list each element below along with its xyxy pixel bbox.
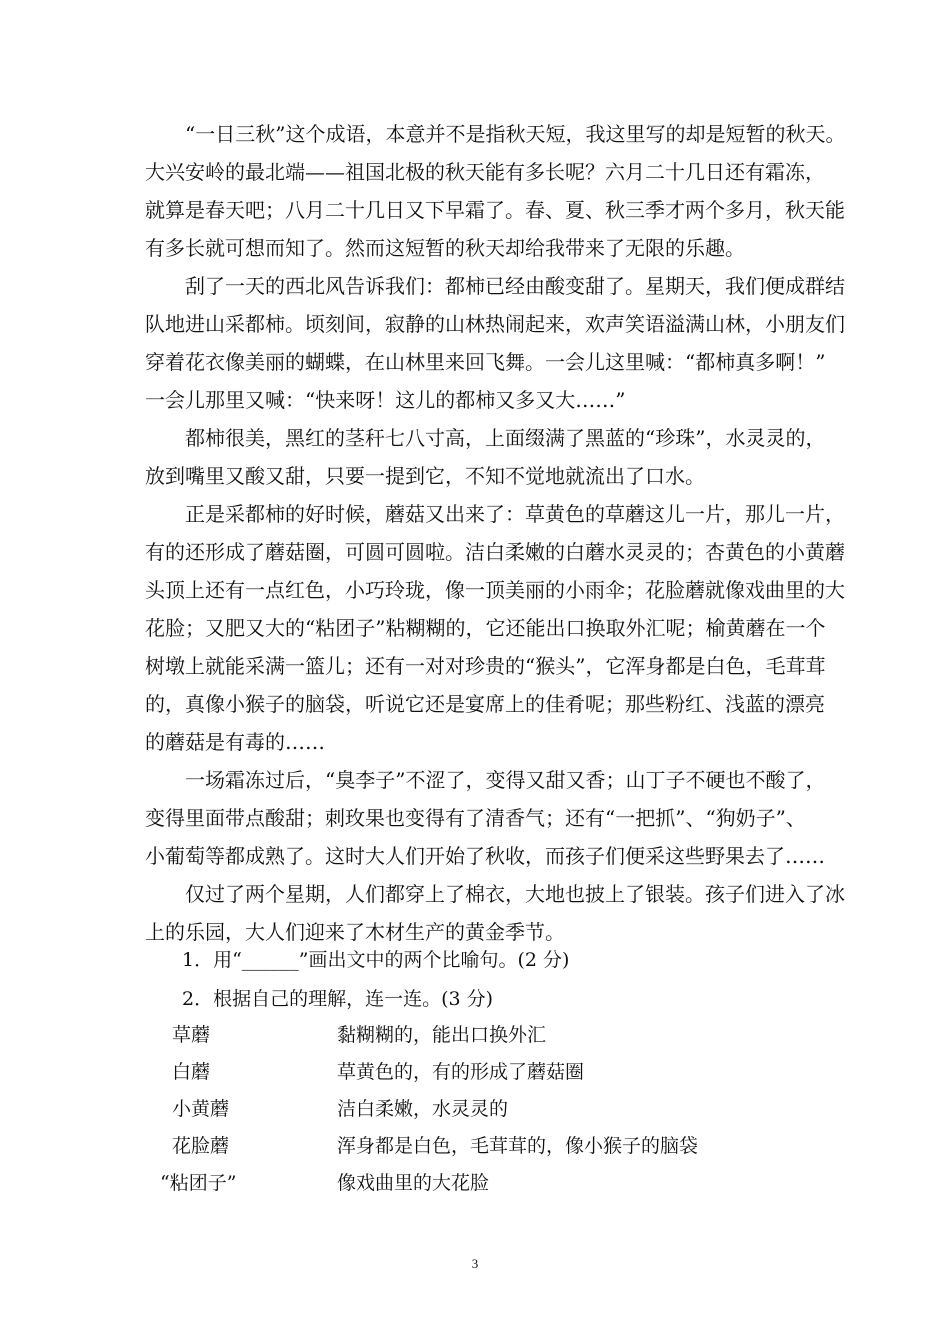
paragraph-line: 一场霜冻过后，“臭李子”不涩了，变得又甜又香；山丁子不硬也不酸了，	[145, 768, 826, 792]
matching-left-item: 小黄蘑	[172, 1098, 230, 1120]
matching-right-item: 浑身都是白色，毛茸茸的，像小猴子的脑袋	[337, 1135, 699, 1157]
paragraph-6	[145, 875, 845, 951]
paragraph-line: 的，真像小猴子的脑袋，听说它还是宴席上的佳肴呢；那些粉红、浅蓝的漂亮	[145, 692, 825, 716]
paragraph-line: 变得里面带点酸甜；刺玫果也变得有了清香气；还有“一把抓”、“狗奶子”、	[145, 806, 806, 830]
matching-left-item: 花脸蘑	[172, 1135, 230, 1157]
paragraph-line: 花脸；又肥又大的“粘团子”粘糊糊的，它还能出口换取外汇呢；榆黄蘑在一个	[145, 616, 826, 640]
matching-row	[172, 1057, 812, 1087]
question-2: 2．根据自己的理解，连一连。(3 分)	[182, 988, 494, 1010]
matching-right-item: 草黄色的，有的形成了蘑菇圈	[337, 1061, 585, 1083]
matching-left-item: “粘团子”	[160, 1172, 237, 1194]
paragraph-line: 就算是春天吧；八月二十几日又下早霜了。春、夏、秋三季才两个多月，秋天能	[145, 198, 845, 222]
question-1: 1．用“______”画出文中的两个比喻句。(2 分)	[182, 949, 570, 971]
paragraph-line: 有多长就可想而知了。然而这短暂的秋天却给我带来了无限的乐趣。	[145, 236, 745, 260]
paragraph-line: 都柿很美，黑红的茎秆七八寸高，上面缀满了黑蓝的“珍珠”，水灵灵的，	[145, 426, 826, 450]
matching-row	[160, 1168, 812, 1198]
paragraph-line: 穿着花衣像美丽的蝴蝶，在山林里来回飞舞。一会儿这里喊：“都柿真多啊！”	[145, 350, 826, 374]
paragraph-4	[145, 495, 845, 761]
paragraph-line: 大兴安岭的最北端——祖国北极的秋天能有多长呢？六月二十几日还有霜冻，	[145, 160, 825, 184]
paragraph-line: 放到嘴里又酸又甜，只要一提到它，不知不觉地就流出了口水。	[145, 464, 705, 488]
matching-left-item: 草蘑	[172, 1024, 211, 1046]
paragraph-line: 一会儿那里又喊：“快来呀！这儿的都柿又多又大……”	[145, 388, 626, 412]
paragraph-line: 仅过了两个星期，人们都穿上了棉衣，大地也披上了银装。孩子们进入了冰	[145, 882, 845, 906]
paragraph-line: 队地进山采都柿。顷刻间，寂静的山林热闹起来，欢声笑语溢满山林，小朋友们	[145, 312, 845, 336]
matching-right-item: 黏糊糊的，能出口换外汇	[337, 1024, 547, 1046]
paragraph-line: 小葡萄等都成熟了。这时大人们开始了秋收，而孩子们便采这些野果去了……	[145, 844, 825, 868]
matching-right-item: 洁白柔嫩，水灵灵的	[337, 1098, 509, 1120]
page-number: 3	[471, 1256, 479, 1271]
paragraph-line: “一日三秋”这个成语，本意并不是指秋天短，我这里写的却是短暂的秋天。	[145, 122, 846, 146]
paragraph-3	[145, 419, 826, 495]
matching-left-item: 白蘑	[172, 1061, 211, 1083]
paragraph-2	[145, 267, 845, 419]
paragraph-line: 正是采都柿的好时候，蘑菇又出来了：草黄色的草蘑这儿一片，那儿一片，	[145, 502, 845, 526]
matching-right-item: 像戏曲里的大花脸	[337, 1172, 490, 1194]
paragraph-line: 的蘑菇是有毒的……	[145, 730, 325, 754]
matching-row	[172, 1020, 812, 1050]
matching-row	[172, 1131, 812, 1161]
paragraph-line: 刮了一天的西北风告诉我们：都柿已经由酸变甜了。星期天，我们便成群结	[145, 274, 845, 298]
paragraph-line: 上的乐园，大人们迎来了木材生产的黄金季节。	[145, 920, 565, 944]
paragraph-line: 头顶上还有一点红色，小巧玲珑，像一顶美丽的小雨伞；花脸蘑就像戏曲里的大	[145, 578, 845, 602]
paragraph-5	[145, 761, 826, 875]
paragraph-1	[145, 115, 846, 267]
paragraph-line: 有的还形成了蘑菇圈，可圆可圆啦。洁白柔嫩的白蘑水灵灵的；杏黄色的小黄蘑	[145, 540, 845, 564]
paragraph-line: 树墩上就能采满一篮儿；还有一对对珍贵的“猴头”，它浑身都是白色，毛茸茸	[145, 654, 826, 678]
matching-row	[172, 1094, 812, 1124]
